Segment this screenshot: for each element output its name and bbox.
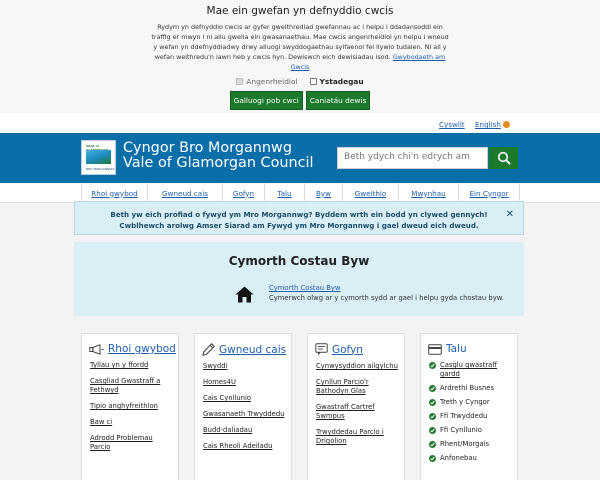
check-icon <box>429 385 436 392</box>
check-icon <box>429 427 436 434</box>
feedback-line-1: Beth yw eich profiad o fywyd ym Mro Morgannwg? Byddem wrth ein bodd yn clywed gennych! <box>110 210 488 219</box>
list-item[interactable] <box>429 454 513 463</box>
site-title-welsh: Cyngor Bro Morgannwg <box>123 140 292 156</box>
pay-item-label: Ffi Cynllunio <box>440 426 482 434</box>
search-button[interactable] <box>489 147 518 169</box>
pay-item-label: Ffi Trwyddedu <box>440 412 488 420</box>
nav-item-pay[interactable]: Talu <box>264 183 304 203</box>
list-item[interactable]: Cynllun Parcio'r Bathodyn Glas <box>316 378 369 395</box>
cookie-body: Rydym yn defnyddio cwcis ar gyfer gweithrediad gwefannau ac i helpu i ddadansoddi ein traffig er mwyn i ni allu gwella ein gwasanaethau. Mae cwcis angenrheidiol yn helpu i wneud y wefan yn ddefnyddiadwy drwy alluogi swyddogaethau sylfaenol fel llywio tudalen. Ni all y wefan weithredu'n iawn heb y cwcis hyn. Dewiswch eich dewisiadau isod. <box>151 23 449 61</box>
report-card-header <box>82 334 178 355</box>
pay-item-label: Casglu gwastraff gardd <box>440 361 498 378</box>
search-input[interactable]: Beth ydych chi'n edrych am <box>337 147 488 169</box>
utility-bar <box>0 113 600 133</box>
search-icon <box>497 151 511 165</box>
nav-item-report[interactable]: Rhoi gwybod <box>81 183 147 203</box>
nav-item-request[interactable]: Gofyn <box>222 183 264 203</box>
home-icon <box>235 286 254 303</box>
pencil-icon <box>202 343 215 356</box>
request-card <box>307 333 405 480</box>
list-item[interactable]: Homes4U <box>203 378 236 386</box>
statistics-label: Ystadegau <box>319 77 364 86</box>
list-item[interactable]: Trwyddedau Parcio i Drigolion <box>316 428 384 445</box>
allow-selection-button[interactable]: Caniatáu dewis <box>306 91 371 110</box>
necessary-checkbox <box>236 78 243 85</box>
nav-item-live[interactable]: Byw <box>304 183 342 203</box>
language-label: English <box>475 120 501 129</box>
list-item[interactable]: Gwastraff Cartref Swmpus <box>316 403 375 420</box>
list-item[interactable] <box>429 426 513 435</box>
logo-text-top: VALE of <box>86 144 99 148</box>
report-list <box>82 355 178 452</box>
logo-wave-icon <box>86 150 111 164</box>
check-icon <box>429 455 436 462</box>
list-item[interactable] <box>429 398 513 407</box>
cookie-title: Mae ein gwefan yn defnyddio cwcis <box>206 5 394 17</box>
pay-list <box>421 355 517 463</box>
close-icon[interactable]: ✕ <box>505 209 514 220</box>
cookie-options <box>0 77 600 86</box>
council-logo[interactable] <box>81 140 116 175</box>
necessary-label: Angenrheidiol <box>246 77 298 86</box>
statistics-option[interactable] <box>310 77 364 86</box>
necessary-option <box>236 77 297 86</box>
list-item[interactable]: Cynwysyddion ailgylchu <box>316 362 398 370</box>
cost-of-living-link[interactable]: Cymorth Costau Byw <box>269 284 341 292</box>
apply-card-header <box>195 334 291 356</box>
list-item[interactable] <box>429 412 513 421</box>
pay-card-header <box>421 334 517 355</box>
apply-list <box>195 356 291 451</box>
nav-item-apply[interactable]: Gwneud cais <box>147 183 222 203</box>
cookie-policy-link[interactable]: Gwybodaeth am Gwcis <box>290 53 446 71</box>
site-title[interactable] <box>123 141 314 171</box>
speech-bubble-icon <box>315 343 328 356</box>
contact-link[interactable]: Cyswllt <box>439 120 465 129</box>
panel-title: Cymorth Costau Byw <box>228 254 370 268</box>
pay-item-label: Anfonebau <box>440 454 477 462</box>
cost-of-living-description: Cymerwch olwg ar y cymorth sydd ar gael i helpu gyda chostau byw. <box>269 294 504 302</box>
list-item[interactable] <box>429 440 513 449</box>
apply-card-title[interactable]: Gwneud cais <box>219 343 287 356</box>
list-item[interactable]: Baw ci <box>90 418 113 426</box>
megaphone-icon <box>89 344 104 355</box>
cookie-buttons <box>0 91 600 110</box>
request-card-title[interactable]: Gofyn <box>332 343 363 356</box>
nav-item-our-council[interactable]: Ein Cyngor <box>458 183 520 203</box>
cookie-text <box>150 22 450 72</box>
logo-text-bottom: BRO MORGANNWG <box>86 167 115 171</box>
pay-card-title[interactable]: Talu <box>446 343 467 355</box>
list-item[interactable]: Casgliad Gwastraff a Fethwyd <box>90 377 161 394</box>
feedback-line-2: Cwblhewch arolwg Amser Siarad am Fywyd ym Mro Morgannwg i gael dweud eich dweud. <box>119 221 479 230</box>
list-item[interactable]: Cais Rheoli Adeiladu <box>203 442 273 450</box>
cookie-banner <box>0 0 600 113</box>
feedback-banner[interactable] <box>74 201 524 235</box>
site-header <box>0 133 600 183</box>
request-card-header <box>308 334 404 356</box>
site-title-english: Vale of Glamorgan Council <box>123 155 314 171</box>
list-item[interactable]: Adrodd Problemau Parcio <box>90 434 153 451</box>
list-item[interactable] <box>429 361 513 379</box>
check-icon <box>429 399 436 406</box>
list-item[interactable]: Gwasanaeth Trwyddedu <box>203 410 285 418</box>
report-card-title[interactable]: Rhoi gwybod <box>108 343 176 355</box>
list-item[interactable]: Tipio anghyfreithlon <box>90 402 158 410</box>
language-link[interactable] <box>475 120 510 129</box>
report-card <box>81 333 179 480</box>
list-item[interactable]: Tyllau yn y ffordd <box>90 361 149 369</box>
check-icon <box>429 441 436 448</box>
pay-card <box>420 333 518 480</box>
nav-item-work[interactable]: Gweithio <box>342 183 398 203</box>
credit-card-icon <box>428 344 442 355</box>
allow-all-cookies-button[interactable]: Galluogi pob cwci <box>230 91 303 110</box>
request-list <box>308 356 404 446</box>
main-nav <box>0 183 600 203</box>
nav-item-enjoy[interactable]: Mwynhau <box>398 183 458 203</box>
pay-item-label: Ardrethi Busnes <box>440 384 495 392</box>
language-globe-icon <box>503 121 510 128</box>
statistics-checkbox[interactable] <box>310 78 317 85</box>
apply-card <box>194 333 292 480</box>
check-icon <box>429 362 436 369</box>
list-item[interactable] <box>429 384 513 393</box>
pay-item-label: Treth y Cyngor <box>440 398 490 406</box>
list-item[interactable]: Swyddi <box>203 362 228 370</box>
pay-item-label: Rhent/Morgais <box>440 440 490 448</box>
list-item[interactable]: Cais Cynllunio <box>203 394 252 402</box>
cost-of-living-panel <box>74 242 524 316</box>
check-icon <box>429 413 436 420</box>
list-item[interactable]: Budd-daliadau <box>203 426 253 434</box>
